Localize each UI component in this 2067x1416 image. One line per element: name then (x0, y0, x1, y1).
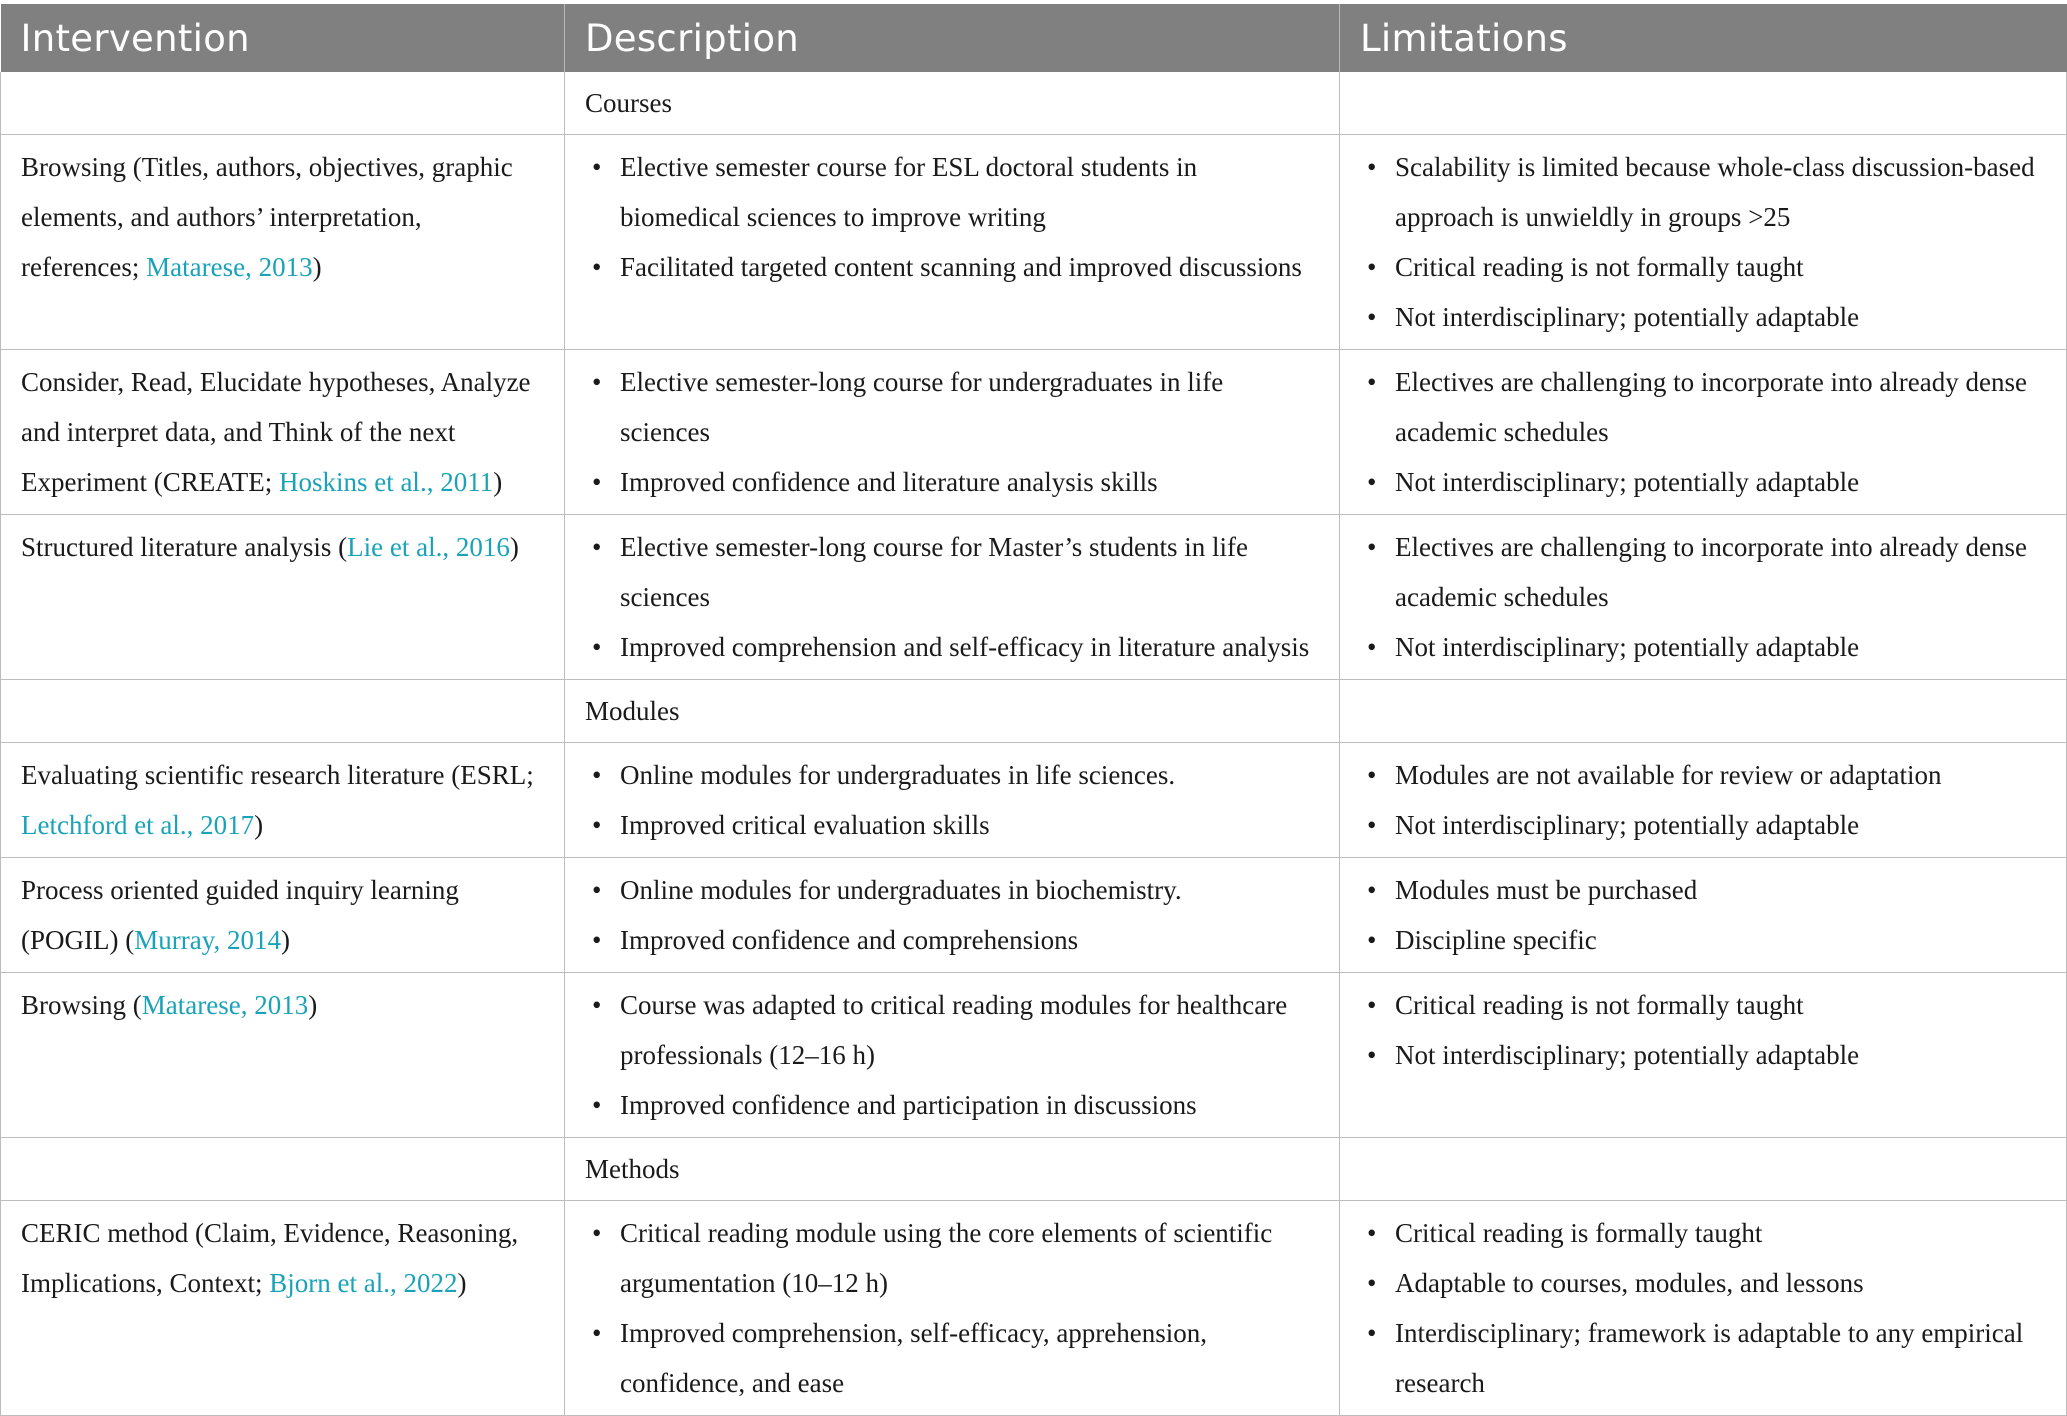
interventions-table (0, 4, 2067, 1416)
description-list (585, 980, 1319, 1130)
limitation-item: • Modules are not available for review or adaptation (1360, 750, 2046, 800)
intervention-text: Consider, Read, Elucidate hypotheses, Analyze and interpret data, and Think of the next Experiment (CREATE; (21, 367, 531, 497)
description-list (585, 750, 1319, 850)
reference-link[interactable]: Bjorn et al., 2022 (269, 1268, 458, 1298)
limitation-item: • Scalability is limited because whole-class discussion-based approach is unwieldly in groups >25 (1360, 142, 2046, 242)
intervention-cell (1, 350, 565, 515)
description-item: • Elective semester-long course for Master’s students in life sciences (585, 522, 1319, 622)
limitations-cell (1340, 515, 2067, 680)
intervention-text-end: ) (457, 1268, 467, 1298)
intervention-text-end: ) (312, 252, 322, 282)
intervention-cell (1, 858, 565, 973)
limitations-list (1360, 980, 2046, 1080)
intervention-text-end: ) (254, 810, 264, 840)
description-item: • Course was adapted to critical reading modules for healthcare professionals (12–16 h) (585, 980, 1319, 1080)
description-cell (565, 1201, 1340, 1416)
reference-link[interactable]: Matarese, 2013 (141, 990, 309, 1020)
intervention-text: Browsing ( (21, 990, 142, 1020)
limitation-item: • Not interdisciplinary; potentially adaptable (1360, 292, 2046, 342)
section-label: Methods (565, 1138, 1340, 1201)
description-item: • Online modules for undergraduates in life sciences. (585, 750, 1319, 800)
table-row (1, 973, 2067, 1138)
description-list (585, 142, 1319, 292)
limitation-item: • Modules must be purchased (1360, 865, 2046, 915)
description-list (585, 865, 1319, 965)
section-empty-cell (1, 1138, 565, 1201)
reference-link[interactable]: Murray, 2014 (134, 925, 281, 955)
table-row (1, 350, 2067, 515)
limitations-cell (1340, 858, 2067, 973)
intervention-text: Browsing (Titles, authors, objectives, graphic elements, and authors’ interpretation, references; (21, 152, 513, 282)
intervention-cell (1, 1201, 565, 1416)
section-label: Modules (565, 680, 1340, 743)
limitations-list (1360, 142, 2046, 342)
section-row (1, 1138, 2067, 1201)
description-item: • Critical reading module using the core elements of scientific argumentation (10–12 h) (585, 1208, 1319, 1308)
header-limitations: Limitations (1340, 4, 2067, 72)
header-intervention: Intervention (1, 4, 565, 72)
section-empty-cell (1340, 1138, 2067, 1201)
limitation-item: • Adaptable to courses, modules, and lessons (1360, 1258, 2046, 1308)
intervention-text: Evaluating scientific research literature (ESRL; (21, 760, 534, 790)
limitation-item: • Critical reading is not formally taught (1360, 242, 2046, 292)
limitations-cell (1340, 135, 2067, 350)
table-body (1, 72, 2067, 1416)
limitations-list (1360, 750, 2046, 850)
intervention-text: CERIC method (Claim, Evidence, Reasoning, Implications, Context; (21, 1218, 519, 1298)
intervention-cell (1, 515, 565, 680)
intervention-cell (1, 743, 565, 858)
reference-link[interactable]: Letchford et al., 2017 (21, 810, 255, 840)
limitation-item: • Critical reading is formally taught (1360, 1208, 2046, 1258)
limitation-item: • Not interdisciplinary; potentially adaptable (1360, 1030, 2046, 1080)
intervention-text-end: ) (509, 532, 519, 562)
limitation-item: • Not interdisciplinary; potentially adaptable (1360, 800, 2046, 850)
description-item: • Improved comprehension and self-efficacy in literature analysis (585, 622, 1319, 672)
table-row (1, 743, 2067, 858)
table-row (1, 1201, 2067, 1416)
section-row (1, 680, 2067, 743)
description-item: • Elective semester-long course for undergraduates in life sciences (585, 357, 1319, 457)
description-item: • Online modules for undergraduates in biochemistry. (585, 865, 1319, 915)
description-cell (565, 858, 1340, 973)
description-item: • Improved critical evaluation skills (585, 800, 1319, 850)
section-empty-cell (1340, 72, 2067, 135)
description-item: • Elective semester course for ESL doctoral students in biomedical sciences to improve writing (585, 142, 1319, 242)
limitation-item: • Electives are challenging to incorporate into already dense academic schedules (1360, 357, 2046, 457)
description-list (585, 1208, 1319, 1408)
section-row (1, 72, 2067, 135)
limitation-item: • Not interdisciplinary; potentially adaptable (1360, 622, 2046, 672)
limitations-cell (1340, 1201, 2067, 1416)
intervention-text-end: ) (308, 990, 318, 1020)
table-row (1, 515, 2067, 680)
limitations-cell (1340, 743, 2067, 858)
section-empty-cell (1340, 680, 2067, 743)
table-row (1, 858, 2067, 973)
intervention-text-end: ) (493, 467, 503, 497)
reference-link[interactable]: Hoskins et al., 2011 (278, 467, 494, 497)
interventions-table-container (0, 4, 2066, 1416)
description-list (585, 522, 1319, 672)
intervention-text-end: ) (280, 925, 290, 955)
table-row (1, 135, 2067, 350)
description-cell (565, 973, 1340, 1138)
reference-link[interactable]: Matarese, 2013 (146, 252, 313, 282)
description-item: • Improved confidence and comprehensions (585, 915, 1319, 965)
header-description: Description (565, 4, 1340, 72)
limitation-item: • Critical reading is not formally taught (1360, 980, 2046, 1030)
limitations-list (1360, 522, 2046, 672)
description-item: • Improved confidence and literature analysis skills (585, 457, 1319, 507)
section-label: Courses (565, 72, 1340, 135)
header-row (1, 4, 2067, 72)
table-header (1, 4, 2067, 72)
description-item: • Facilitated targeted content scanning and improved discussions (585, 242, 1319, 292)
limitations-cell (1340, 350, 2067, 515)
limitation-item: • Discipline specific (1360, 915, 2046, 965)
description-cell (565, 515, 1340, 680)
description-cell (565, 743, 1340, 858)
description-cell (565, 350, 1340, 515)
intervention-cell (1, 973, 565, 1138)
limitation-item: • Interdisciplinary; framework is adaptable to any empirical research (1360, 1308, 2046, 1408)
limitations-list (1360, 1208, 2046, 1408)
limitation-item: • Not interdisciplinary; potentially adaptable (1360, 457, 2046, 507)
intervention-text: Structured literature analysis ( (21, 532, 348, 562)
description-list (585, 357, 1319, 507)
section-empty-cell (1, 680, 565, 743)
description-item: • Improved confidence and participation in discussions (585, 1080, 1319, 1130)
limitation-item: • Electives are challenging to incorporate into already dense academic schedules (1360, 522, 2046, 622)
reference-link[interactable]: Lie et al., 2016 (347, 532, 510, 562)
section-empty-cell (1, 72, 565, 135)
intervention-cell (1, 135, 565, 350)
limitations-list (1360, 357, 2046, 507)
limitations-list (1360, 865, 2046, 965)
description-cell (565, 135, 1340, 350)
intervention-text: Process oriented guided inquiry learning (POGIL) ( (21, 875, 459, 955)
description-item: • Improved comprehension, self-efficacy, apprehension, confidence, and ease (585, 1308, 1319, 1408)
limitations-cell (1340, 973, 2067, 1138)
